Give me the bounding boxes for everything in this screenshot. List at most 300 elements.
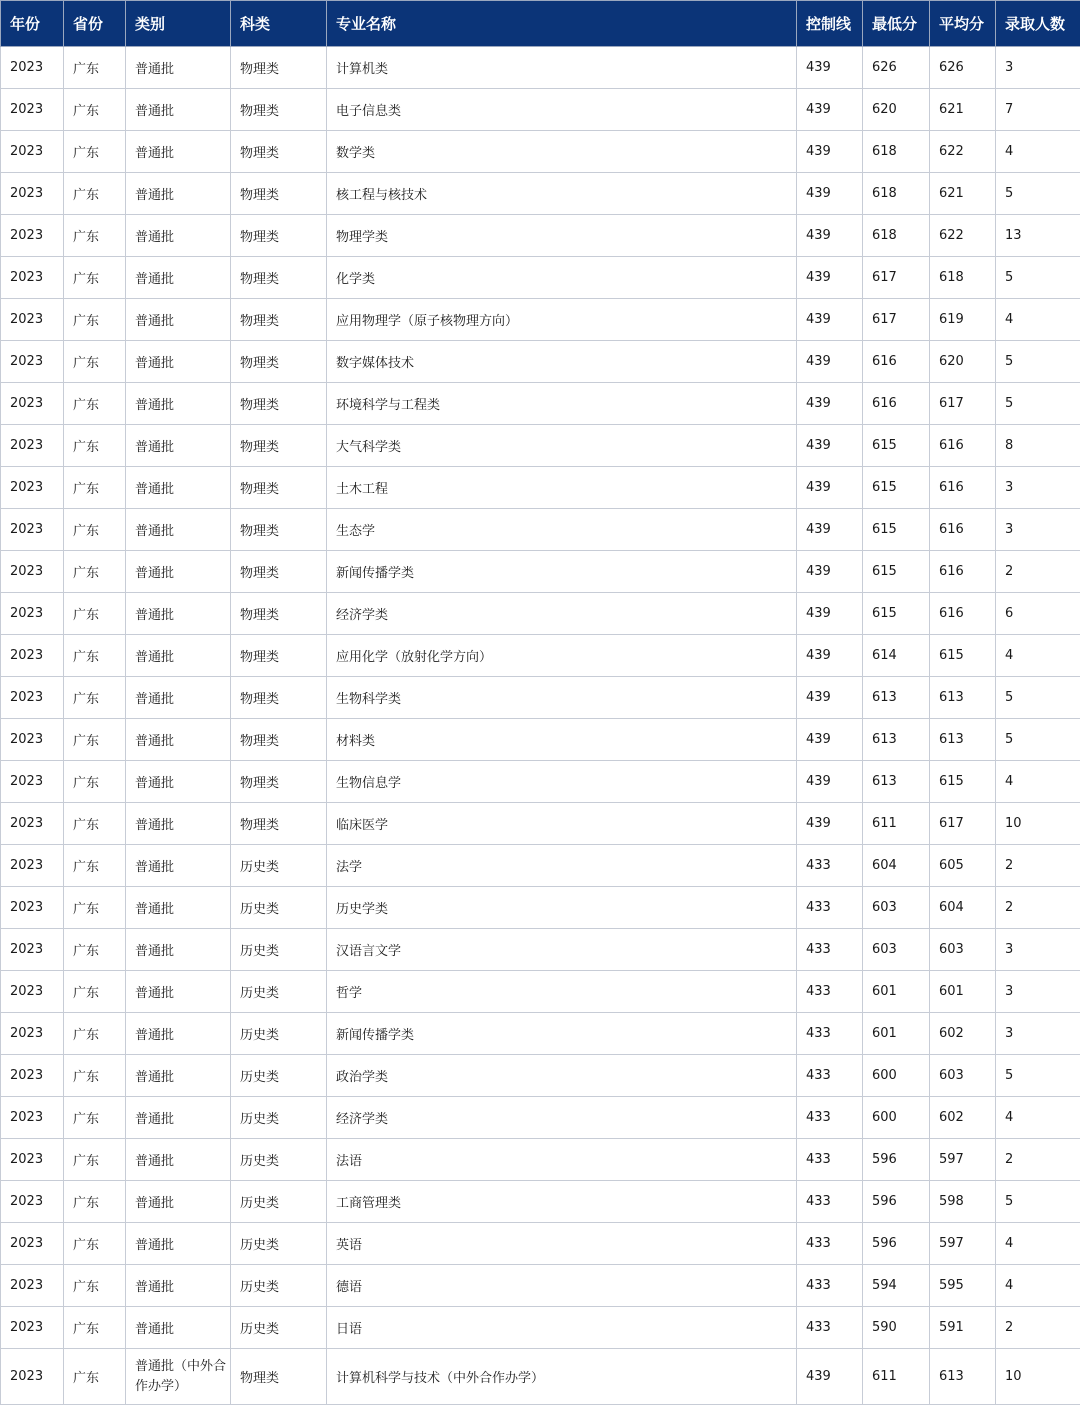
table-row [1, 971, 1080, 1013]
table-row [1, 593, 1080, 635]
cell-year: 2023 [1, 215, 64, 257]
cell-year: 2023 [1, 1139, 64, 1181]
cell-admitted-count: 3 [996, 509, 1080, 551]
cell-min-score: 596 [863, 1181, 930, 1223]
cell-avg-score: 595 [930, 1265, 996, 1307]
table-row [1, 1349, 1080, 1405]
cell-major-name: 物理学类 [327, 215, 797, 257]
cell-province: 广东 [64, 551, 126, 593]
cell-admitted-count: 10 [996, 1349, 1080, 1405]
cell-admitted-count: 5 [996, 719, 1080, 761]
cell-year: 2023 [1, 425, 64, 467]
cell-min-score: 594 [863, 1265, 930, 1307]
table-body [1, 47, 1080, 1405]
cell-control-line: 433 [797, 1181, 863, 1223]
cell-control-line: 433 [797, 1139, 863, 1181]
cell-avg-score: 602 [930, 1013, 996, 1055]
cell-province: 广东 [64, 1055, 126, 1097]
cell-batch: 普通批 [126, 47, 231, 89]
cell-control-line: 439 [797, 761, 863, 803]
cell-subject-track: 历史类 [231, 1265, 327, 1307]
cell-year: 2023 [1, 677, 64, 719]
cell-batch: 普通批 [126, 1265, 231, 1307]
cell-subject-track: 历史类 [231, 1181, 327, 1223]
cell-year: 2023 [1, 803, 64, 845]
cell-control-line: 439 [797, 635, 863, 677]
table-row [1, 1013, 1080, 1055]
cell-province: 广东 [64, 719, 126, 761]
table-header [1, 1, 1080, 47]
table-row [1, 215, 1080, 257]
table-row [1, 677, 1080, 719]
cell-control-line: 433 [797, 1013, 863, 1055]
cell-min-score: 615 [863, 509, 930, 551]
cell-province: 广东 [64, 971, 126, 1013]
cell-year: 2023 [1, 257, 64, 299]
cell-avg-score: 617 [930, 803, 996, 845]
cell-batch: 普通批 [126, 509, 231, 551]
cell-subject-track: 物理类 [231, 1349, 327, 1405]
cell-year: 2023 [1, 1181, 64, 1223]
cell-admitted-count: 7 [996, 89, 1080, 131]
cell-major-name: 化学类 [327, 257, 797, 299]
cell-control-line: 439 [797, 593, 863, 635]
cell-batch: 普通批 [126, 719, 231, 761]
table-row [1, 1097, 1080, 1139]
cell-batch: 普通批 [126, 341, 231, 383]
header-min-score: 最低分 [863, 1, 930, 47]
cell-admitted-count: 4 [996, 761, 1080, 803]
table-row [1, 299, 1080, 341]
cell-avg-score: 597 [930, 1223, 996, 1265]
cell-control-line: 439 [797, 1349, 863, 1405]
cell-batch: 普通批 [126, 635, 231, 677]
cell-avg-score: 598 [930, 1181, 996, 1223]
cell-batch: 普通批 [126, 845, 231, 887]
cell-admitted-count: 2 [996, 1139, 1080, 1181]
cell-min-score: 603 [863, 887, 930, 929]
cell-batch: 普通批 [126, 551, 231, 593]
cell-avg-score: 603 [930, 929, 996, 971]
cell-year: 2023 [1, 761, 64, 803]
cell-min-score: 616 [863, 383, 930, 425]
cell-admitted-count: 2 [996, 887, 1080, 929]
cell-min-score: 618 [863, 173, 930, 215]
cell-admitted-count: 5 [996, 257, 1080, 299]
cell-admitted-count: 10 [996, 803, 1080, 845]
cell-province: 广东 [64, 383, 126, 425]
cell-control-line: 433 [797, 1223, 863, 1265]
cell-min-score: 603 [863, 929, 930, 971]
cell-province: 广东 [64, 677, 126, 719]
cell-batch: 普通批 [126, 299, 231, 341]
cell-admitted-count: 4 [996, 635, 1080, 677]
cell-control-line: 439 [797, 803, 863, 845]
cell-major-name: 大气科学类 [327, 425, 797, 467]
cell-batch: 普通批 [126, 467, 231, 509]
cell-year: 2023 [1, 593, 64, 635]
cell-province: 广东 [64, 509, 126, 551]
cell-major-name: 日语 [327, 1307, 797, 1349]
cell-batch: 普通批 [126, 593, 231, 635]
cell-year: 2023 [1, 299, 64, 341]
table-row [1, 341, 1080, 383]
cell-province: 广东 [64, 215, 126, 257]
cell-year: 2023 [1, 131, 64, 173]
cell-min-score: 615 [863, 593, 930, 635]
cell-min-score: 613 [863, 761, 930, 803]
header-year: 年份 [1, 1, 64, 47]
cell-subject-track: 物理类 [231, 299, 327, 341]
cell-major-name: 计算机科学与技术（中外合作办学） [327, 1349, 797, 1405]
cell-year: 2023 [1, 845, 64, 887]
cell-admitted-count: 3 [996, 971, 1080, 1013]
cell-batch: 普通批 [126, 761, 231, 803]
cell-admitted-count: 6 [996, 593, 1080, 635]
cell-province: 广东 [64, 425, 126, 467]
cell-min-score: 601 [863, 1013, 930, 1055]
cell-avg-score: 591 [930, 1307, 996, 1349]
cell-province: 广东 [64, 1349, 126, 1405]
cell-major-name: 核工程与核技术 [327, 173, 797, 215]
cell-control-line: 439 [797, 89, 863, 131]
cell-min-score: 616 [863, 341, 930, 383]
cell-avg-score: 613 [930, 719, 996, 761]
cell-subject-track: 物理类 [231, 467, 327, 509]
header-batch: 类别 [126, 1, 231, 47]
cell-min-score: 613 [863, 719, 930, 761]
table-row [1, 257, 1080, 299]
cell-min-score: 626 [863, 47, 930, 89]
table-row [1, 761, 1080, 803]
table-row [1, 635, 1080, 677]
cell-control-line: 439 [797, 47, 863, 89]
cell-admitted-count: 5 [996, 173, 1080, 215]
cell-batch: 普通批 [126, 89, 231, 131]
cell-batch: 普通批 [126, 887, 231, 929]
table-row [1, 425, 1080, 467]
cell-min-score: 590 [863, 1307, 930, 1349]
cell-subject-track: 物理类 [231, 131, 327, 173]
cell-control-line: 439 [797, 509, 863, 551]
cell-min-score: 611 [863, 803, 930, 845]
cell-major-name: 数学类 [327, 131, 797, 173]
cell-major-name: 应用物理学（原子核物理方向） [327, 299, 797, 341]
table-row [1, 383, 1080, 425]
cell-avg-score: 616 [930, 593, 996, 635]
cell-province: 广东 [64, 467, 126, 509]
cell-subject-track: 物理类 [231, 257, 327, 299]
cell-province: 广东 [64, 803, 126, 845]
cell-admitted-count: 2 [996, 551, 1080, 593]
cell-year: 2023 [1, 1349, 64, 1405]
cell-control-line: 439 [797, 425, 863, 467]
cell-avg-score: 622 [930, 131, 996, 173]
cell-control-line: 433 [797, 1265, 863, 1307]
table-row [1, 173, 1080, 215]
cell-subject-track: 历史类 [231, 1055, 327, 1097]
cell-control-line: 439 [797, 677, 863, 719]
cell-province: 广东 [64, 1223, 126, 1265]
table-row [1, 1265, 1080, 1307]
cell-control-line: 433 [797, 1097, 863, 1139]
cell-province: 广东 [64, 1307, 126, 1349]
cell-subject-track: 物理类 [231, 341, 327, 383]
cell-subject-track: 历史类 [231, 1307, 327, 1349]
cell-province: 广东 [64, 89, 126, 131]
cell-year: 2023 [1, 719, 64, 761]
cell-major-name: 应用化学（放射化学方向） [327, 635, 797, 677]
cell-batch: 普通批 [126, 803, 231, 845]
cell-province: 广东 [64, 929, 126, 971]
cell-year: 2023 [1, 929, 64, 971]
cell-admitted-count: 2 [996, 1307, 1080, 1349]
table-row [1, 719, 1080, 761]
cell-admitted-count: 4 [996, 299, 1080, 341]
cell-province: 广东 [64, 1139, 126, 1181]
cell-subject-track: 历史类 [231, 887, 327, 929]
cell-subject-track: 物理类 [231, 425, 327, 467]
cell-major-name: 电子信息类 [327, 89, 797, 131]
cell-control-line: 433 [797, 971, 863, 1013]
cell-batch: 普通批 [126, 425, 231, 467]
cell-year: 2023 [1, 1097, 64, 1139]
cell-min-score: 604 [863, 845, 930, 887]
cell-control-line: 439 [797, 383, 863, 425]
cell-batch: 普通批 [126, 1097, 231, 1139]
cell-major-name: 计算机类 [327, 47, 797, 89]
cell-control-line: 433 [797, 887, 863, 929]
table-row [1, 467, 1080, 509]
cell-year: 2023 [1, 1055, 64, 1097]
cell-control-line: 439 [797, 215, 863, 257]
cell-subject-track: 物理类 [231, 551, 327, 593]
cell-batch: 普通批 [126, 215, 231, 257]
cell-batch: 普通批（中外合作办学） [126, 1349, 231, 1405]
cell-batch: 普通批 [126, 1181, 231, 1223]
cell-subject-track: 历史类 [231, 971, 327, 1013]
table-row [1, 929, 1080, 971]
cell-batch: 普通批 [126, 1307, 231, 1349]
cell-min-score: 596 [863, 1223, 930, 1265]
cell-min-score: 596 [863, 1139, 930, 1181]
cell-major-name: 临床医学 [327, 803, 797, 845]
cell-province: 广东 [64, 887, 126, 929]
cell-province: 广东 [64, 299, 126, 341]
cell-year: 2023 [1, 1013, 64, 1055]
cell-control-line: 439 [797, 299, 863, 341]
cell-major-name: 法学 [327, 845, 797, 887]
cell-major-name: 生物科学类 [327, 677, 797, 719]
cell-min-score: 615 [863, 467, 930, 509]
cell-year: 2023 [1, 1265, 64, 1307]
cell-subject-track: 历史类 [231, 845, 327, 887]
cell-min-score: 613 [863, 677, 930, 719]
cell-major-name: 政治学类 [327, 1055, 797, 1097]
cell-major-name: 经济学类 [327, 1097, 797, 1139]
cell-admitted-count: 3 [996, 1013, 1080, 1055]
table-row [1, 509, 1080, 551]
cell-control-line: 433 [797, 1055, 863, 1097]
cell-province: 广东 [64, 341, 126, 383]
cell-batch: 普通批 [126, 173, 231, 215]
cell-avg-score: 615 [930, 761, 996, 803]
cell-control-line: 439 [797, 719, 863, 761]
cell-year: 2023 [1, 551, 64, 593]
cell-admitted-count: 4 [996, 1097, 1080, 1139]
table-row [1, 1055, 1080, 1097]
cell-batch: 普通批 [126, 131, 231, 173]
table-row [1, 47, 1080, 89]
cell-year: 2023 [1, 173, 64, 215]
cell-admitted-count: 4 [996, 1265, 1080, 1307]
cell-admitted-count: 8 [996, 425, 1080, 467]
cell-avg-score: 616 [930, 425, 996, 467]
cell-province: 广东 [64, 1013, 126, 1055]
cell-avg-score: 601 [930, 971, 996, 1013]
cell-min-score: 618 [863, 215, 930, 257]
cell-year: 2023 [1, 47, 64, 89]
cell-year: 2023 [1, 887, 64, 929]
cell-avg-score: 621 [930, 173, 996, 215]
cell-avg-score: 617 [930, 383, 996, 425]
cell-admitted-count: 4 [996, 131, 1080, 173]
cell-major-name: 环境科学与工程类 [327, 383, 797, 425]
cell-min-score: 620 [863, 89, 930, 131]
table-row [1, 845, 1080, 887]
cell-major-name: 经济学类 [327, 593, 797, 635]
cell-avg-score: 613 [930, 677, 996, 719]
cell-subject-track: 物理类 [231, 593, 327, 635]
cell-year: 2023 [1, 1223, 64, 1265]
cell-min-score: 615 [863, 425, 930, 467]
cell-subject-track: 物理类 [231, 677, 327, 719]
cell-subject-track: 物理类 [231, 509, 327, 551]
cell-province: 广东 [64, 1097, 126, 1139]
cell-year: 2023 [1, 467, 64, 509]
cell-subject-track: 物理类 [231, 47, 327, 89]
cell-subject-track: 历史类 [231, 929, 327, 971]
cell-major-name: 德语 [327, 1265, 797, 1307]
cell-major-name: 法语 [327, 1139, 797, 1181]
cell-major-name: 生态学 [327, 509, 797, 551]
cell-avg-score: 597 [930, 1139, 996, 1181]
cell-min-score: 600 [863, 1097, 930, 1139]
cell-subject-track: 物理类 [231, 215, 327, 257]
cell-admitted-count: 5 [996, 1055, 1080, 1097]
cell-major-name: 新闻传播学类 [327, 1013, 797, 1055]
cell-admitted-count: 3 [996, 47, 1080, 89]
cell-batch: 普通批 [126, 929, 231, 971]
cell-avg-score: 605 [930, 845, 996, 887]
table-row [1, 1139, 1080, 1181]
cell-control-line: 439 [797, 551, 863, 593]
cell-major-name: 工商管理类 [327, 1181, 797, 1223]
header-subject-track: 科类 [231, 1, 327, 47]
cell-batch: 普通批 [126, 1055, 231, 1097]
cell-province: 广东 [64, 635, 126, 677]
cell-avg-score: 602 [930, 1097, 996, 1139]
cell-subject-track: 物理类 [231, 89, 327, 131]
cell-avg-score: 620 [930, 341, 996, 383]
cell-admitted-count: 5 [996, 1181, 1080, 1223]
table-row [1, 1307, 1080, 1349]
cell-min-score: 600 [863, 1055, 930, 1097]
cell-batch: 普通批 [126, 1139, 231, 1181]
cell-min-score: 614 [863, 635, 930, 677]
cell-admitted-count: 5 [996, 383, 1080, 425]
cell-province: 广东 [64, 131, 126, 173]
header-admitted-count: 录取人数 [996, 1, 1080, 47]
cell-year: 2023 [1, 971, 64, 1013]
cell-major-name: 材料类 [327, 719, 797, 761]
table-row [1, 89, 1080, 131]
cell-admitted-count: 5 [996, 677, 1080, 719]
table-row [1, 1181, 1080, 1223]
header-row [1, 1, 1080, 47]
cell-major-name: 哲学 [327, 971, 797, 1013]
cell-avg-score: 621 [930, 89, 996, 131]
cell-subject-track: 物理类 [231, 383, 327, 425]
cell-min-score: 618 [863, 131, 930, 173]
cell-batch: 普通批 [126, 971, 231, 1013]
cell-year: 2023 [1, 635, 64, 677]
cell-control-line: 433 [797, 1307, 863, 1349]
cell-avg-score: 613 [930, 1349, 996, 1405]
cell-avg-score: 604 [930, 887, 996, 929]
cell-batch: 普通批 [126, 383, 231, 425]
cell-avg-score: 616 [930, 467, 996, 509]
cell-avg-score: 622 [930, 215, 996, 257]
header-province: 省份 [64, 1, 126, 47]
cell-major-name: 生物信息学 [327, 761, 797, 803]
cell-province: 广东 [64, 845, 126, 887]
cell-province: 广东 [64, 1181, 126, 1223]
table-row [1, 551, 1080, 593]
header-control-line: 控制线 [797, 1, 863, 47]
cell-control-line: 439 [797, 257, 863, 299]
cell-avg-score: 615 [930, 635, 996, 677]
cell-province: 广东 [64, 173, 126, 215]
table-row [1, 803, 1080, 845]
cell-major-name: 数字媒体技术 [327, 341, 797, 383]
cell-province: 广东 [64, 761, 126, 803]
cell-subject-track: 历史类 [231, 1013, 327, 1055]
cell-control-line: 433 [797, 845, 863, 887]
cell-subject-track: 历史类 [231, 1097, 327, 1139]
cell-admitted-count: 4 [996, 1223, 1080, 1265]
table-row [1, 1223, 1080, 1265]
cell-admitted-count: 3 [996, 929, 1080, 971]
cell-batch: 普通批 [126, 1013, 231, 1055]
cell-min-score: 611 [863, 1349, 930, 1405]
cell-avg-score: 616 [930, 551, 996, 593]
cell-subject-track: 物理类 [231, 173, 327, 215]
cell-admitted-count: 5 [996, 341, 1080, 383]
cell-year: 2023 [1, 89, 64, 131]
cell-subject-track: 物理类 [231, 803, 327, 845]
cell-admitted-count: 2 [996, 845, 1080, 887]
cell-subject-track: 历史类 [231, 1139, 327, 1181]
table-row [1, 887, 1080, 929]
cell-batch: 普通批 [126, 1223, 231, 1265]
cell-admitted-count: 3 [996, 467, 1080, 509]
cell-avg-score: 616 [930, 509, 996, 551]
header-major-name: 专业名称 [327, 1, 797, 47]
cell-min-score: 615 [863, 551, 930, 593]
cell-min-score: 617 [863, 257, 930, 299]
cell-year: 2023 [1, 1307, 64, 1349]
